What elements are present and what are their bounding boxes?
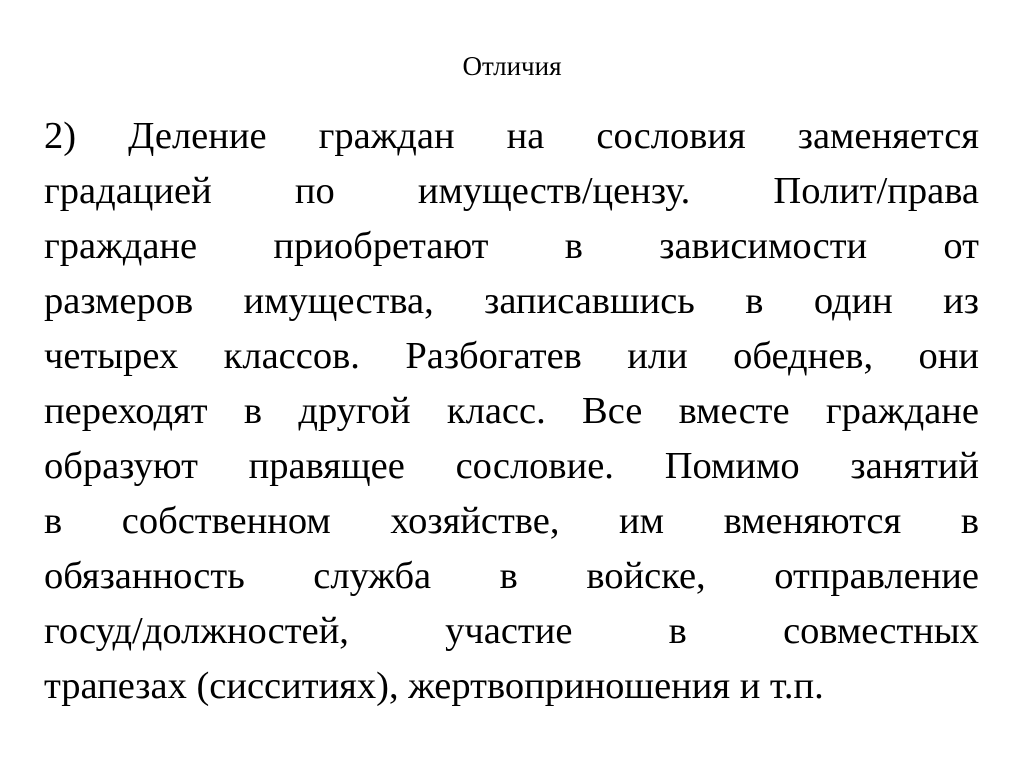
slide-body-text bbox=[44, 109, 979, 714]
body-line-1: 2) Деление граждан на сословия заменяется bbox=[44, 115, 979, 157]
body-line-7: образуют правящее сословие. Помимо занятий bbox=[44, 445, 979, 487]
slide-title: Отличия bbox=[462, 51, 562, 81]
body-line-2: градацией по имуществ/цензу. Полит/права bbox=[44, 170, 979, 212]
body-line-10: госуд/должностей, участие в совместных bbox=[44, 610, 979, 652]
body-line-5: четырех классов. Разбогатев или обеднев, они bbox=[44, 335, 979, 377]
body-line-3: граждане приобретают в зависимости от bbox=[44, 225, 979, 267]
body-line-6: переходят в другой класс. Все вместе граждане bbox=[44, 390, 979, 432]
body-line-4: размеров имущества, записавшись в один из bbox=[44, 280, 979, 322]
body-line-8: в собственном хозяйстве, им вменяются в bbox=[44, 500, 979, 542]
body-line-11: трапезах (сисситиях), жертвоприношения и т.п. bbox=[44, 665, 824, 707]
body-line-9: обязанность служба в войске, отправление bbox=[44, 555, 979, 597]
